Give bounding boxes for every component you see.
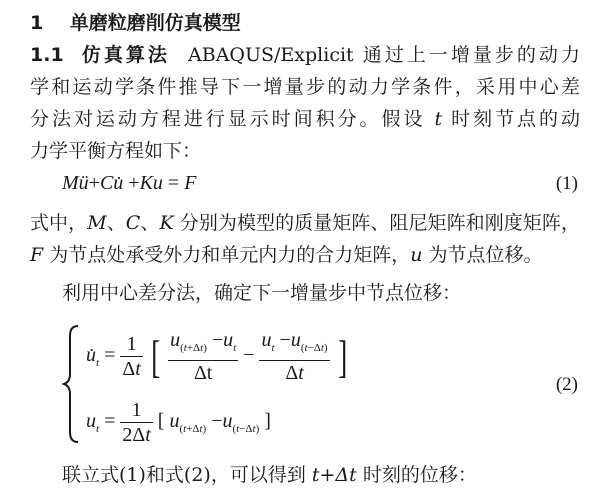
subsection-number: 1.1 [30,44,64,66]
p2-text-a: 式中， [30,212,88,234]
p2-text-d: 分别为模型的质量矩阵、阻尼矩阵和刚度矩阵， [179,212,580,234]
equation-2-row-1: $u̇_t$ = $\frac{1}{\Delta t}$ [ $\frac{u_{(t+\Delta t)} -u_t}{\Delta t}$ − $\frac{u_t -u_{(t-\Delta t)}}{\Delta t}$ ] [86,329,347,384]
paragraph-1-line-3 [30,106,580,132]
paragraph-1-text-1: ABAQUS/Explicit 通过上一增量步的动力 [188,44,580,66]
paragraph-1-line-4: 力学平衡方程如下： [30,140,202,162]
equation-2 [62,322,382,446]
paragraph-4 [62,462,477,488]
p2-text-2b: 为节点位移。 [428,244,543,266]
variable-t-plus-dt: t+Δt [311,464,357,486]
paragraph-3: 利用中心差分法，确定下一增量步中节点位移： [62,282,462,304]
p2-sep-1: 、 [106,212,126,234]
p2-sep-2: 、 [140,212,160,234]
paragraph-2-line-2 [30,242,580,268]
variable-K: K [159,212,174,234]
equation-1-number: (1) [555,173,578,194]
equation-2-number: (2) [555,374,578,395]
paragraph-2-line-1 [30,210,580,236]
paragraph-1-text-3b: 时刻节点的动 [451,108,580,130]
subsection-title: 仿真算法 [81,44,170,66]
left-brace-icon [62,322,82,446]
section-number: 1 [30,12,44,34]
variable-C: C [125,212,141,234]
section-heading [30,10,580,36]
p4-text-b: 时刻的位移： [362,464,477,486]
paragraph-1-line-2: 学和运动学条件推导下一增量步的动力学条件，采用中心差 [30,76,580,98]
p2-text-2a: 为节点处承受外力和单元内力的合力矩阵， [49,244,411,266]
p4-text-a: 联立式(1)和式(2)，可以得到 [62,464,306,486]
equation-1: Mü+Cu̇ +Ku = F [62,172,197,194]
variable-F: F [30,244,44,266]
section-title: 单磨粒磨削仿真模型 [69,12,241,34]
equation-2-row-2: $u_t$ = $\frac{1}{2\Delta t}$ [ $u_{(t+\Delta t)} -u_{(t-\Delta t)}$ ] [86,399,271,446]
paragraph-1-text-3a: 分法对运动方程进行显示时间积分。假设 [30,108,426,130]
variable-M: M [87,212,107,234]
variable-t: t [434,108,443,130]
variable-u: u [410,244,423,266]
paragraph-1-line-1 [30,42,580,68]
